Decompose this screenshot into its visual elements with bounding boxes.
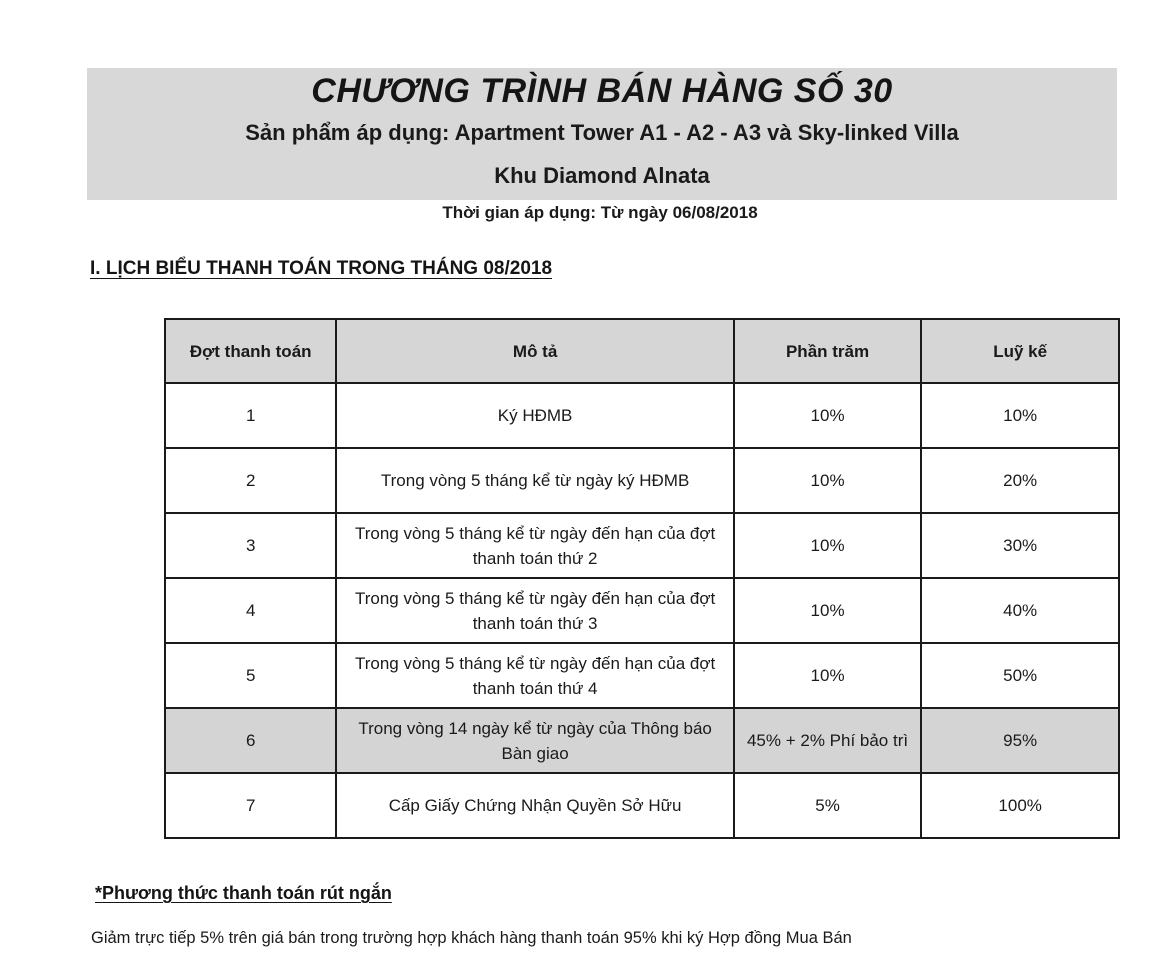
header-description: Mô tả (336, 319, 733, 383)
cell-percent: 10% (734, 383, 922, 448)
cell-description: Cấp Giấy Chứng Nhận Quyền Sở Hữu (336, 773, 733, 838)
note-text: Giảm trực tiếp 5% trên giá bán trong trường hợp khách hàng thanh toán 95% khi ký Hợp đồng Mua Bán (91, 929, 852, 947)
cell-cumulative: 40% (921, 578, 1119, 643)
cell-installment: 5 (165, 643, 336, 708)
table-row-highlighted (165, 708, 1119, 773)
cell-percent: 10% (734, 643, 922, 708)
cell-percent: 5% (734, 773, 922, 838)
cell-percent: 10% (734, 578, 922, 643)
cell-cumulative: 30% (921, 513, 1119, 578)
section-heading: I. LỊCH BIỂU THANH TOÁN TRONG THÁNG 08/2018 (90, 258, 553, 279)
table-row (165, 513, 1119, 578)
cell-description: Trong vòng 5 tháng kể từ ngày đến hạn của đợt thanh toán thứ 3 (336, 578, 733, 643)
table-header-row (165, 319, 1119, 383)
cell-cumulative: 20% (921, 448, 1119, 513)
cell-description: Trong vòng 14 ngày kể từ ngày của Thông báo Bàn giao (336, 708, 733, 773)
project-area: Khu Diamond Alnata (494, 163, 710, 188)
cell-installment: 3 (165, 513, 336, 578)
header-installment: Đợt thanh toán (165, 319, 336, 383)
payment-schedule-table (164, 318, 1120, 839)
header-percent: Phần trăm (734, 319, 922, 383)
cell-cumulative: 10% (921, 383, 1119, 448)
document-subtitle: Sản phẩm áp dụng: Apartment Tower A1 - A2 - A3 và Sky-linked Villa (245, 120, 959, 145)
header-banner (87, 68, 1117, 200)
table-row (165, 448, 1119, 513)
cell-cumulative: 100% (921, 773, 1119, 838)
table-row (165, 578, 1119, 643)
cell-cumulative: 95% (921, 708, 1119, 773)
cell-description: Trong vòng 5 tháng kể từ ngày đến hạn của đợt thanh toán thứ 4 (336, 643, 733, 708)
cell-installment: 7 (165, 773, 336, 838)
cell-installment: 6 (165, 708, 336, 773)
cell-cumulative: 50% (921, 643, 1119, 708)
cell-installment: 2 (165, 448, 336, 513)
header-cumulative: Luỹ kế (921, 319, 1119, 383)
table-row (165, 773, 1119, 838)
table-row (165, 383, 1119, 448)
cell-percent: 10% (734, 513, 922, 578)
cell-percent: 45% + 2% Phí bảo trì (734, 708, 922, 773)
document-title: CHƯƠNG TRÌNH BÁN HÀNG SỐ 30 (311, 72, 893, 110)
cell-installment: 1 (165, 383, 336, 448)
table-row (165, 643, 1119, 708)
effective-date: Thời gian áp dụng: Từ ngày 06/08/2018 (442, 203, 758, 222)
cell-description: Trong vòng 5 tháng kể từ ngày ký HĐMB (336, 448, 733, 513)
cell-description: Ký HĐMB (336, 383, 733, 448)
cell-installment: 4 (165, 578, 336, 643)
note-heading: *Phương thức thanh toán rút ngắn (95, 883, 392, 903)
cell-percent: 10% (734, 448, 922, 513)
cell-description: Trong vòng 5 tháng kể từ ngày đến hạn của đợt thanh toán thứ 2 (336, 513, 733, 578)
